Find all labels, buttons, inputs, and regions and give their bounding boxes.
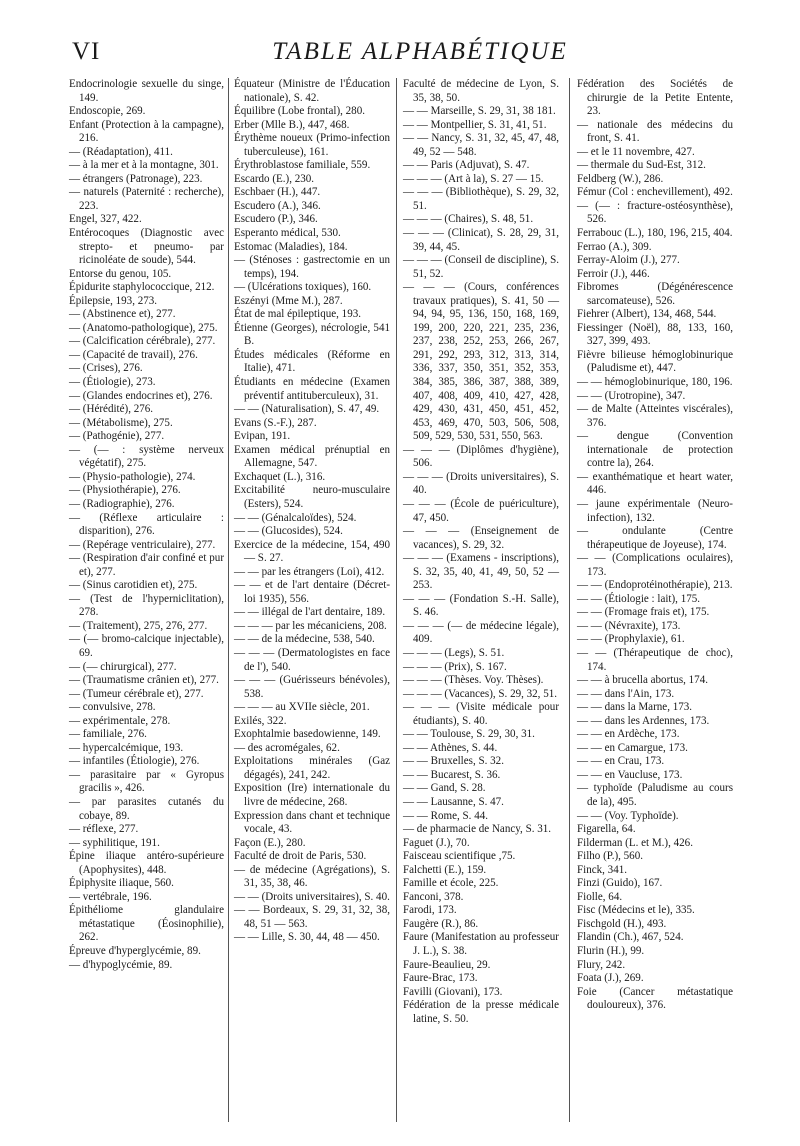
index-entry: — — — (Bibliothèque), S. 29, 32, 51. [403,186,559,212]
index-entry: — — — (Enseignement de vacances), S. 29, 32. [403,525,559,551]
index-entry: — (Glandes endocrines et), 276. [69,389,213,402]
index-entry: — — en Vaucluse, 173. [577,768,683,781]
index-entry: Escudero (P.), 346. [234,213,318,226]
running-title: TABLE ALPHABÉTIQUE [272,38,568,65]
index-entry: — jaune expérimentale (Neuro-infection), 132. [577,497,733,524]
index-entry: — familiale, 276. [69,728,147,741]
index-entry: Fisc (Médecins et le), 335. [577,904,695,917]
index-entry: — — (Urotropine), 347. [577,389,686,402]
index-entry: — (Sténoses : gastrectomie en un temps), 194. [234,254,390,280]
index-entry: — — par les étrangers (Loi), 412. [234,565,385,578]
index-entry: — réflexe, 277. [69,823,139,836]
index-entry: — — (Génalcaloïdes), 524. [234,511,357,524]
index-entry: — — Marseille, S. 29, 31, 38 181. [403,105,556,118]
index-entry: Érythroblastose familiale, 559. [234,159,371,172]
index-entry: Evans (S.-F.), 287. [234,416,317,429]
index-entry: Exposition (Ire) internationale du livre de médecine, 268. [234,782,390,808]
index-entry: — — — (Legs), S. 51. [403,646,505,659]
index-entry: Équateur (Ministre de l'Éducation nationale), S. 42. [234,78,390,104]
index-entry: — — — (Dermatologistes en face de l'), 540. [234,646,390,673]
index-entry: — — (Fromage frais et), 175. [577,606,710,619]
index-entry: — — (Complications oculaires), 173. [577,552,733,578]
index-entry: Érythème noueux (Primo-infection tuberculeuse), 161. [234,132,390,158]
index-entry: Ferrabouc (L.), 180, 196, 215, 404. [577,227,733,240]
index-entry: Feldberg (W.), 286. [577,172,664,185]
index-entry: — (Réflexe articulaire : disparition), 276. [69,511,224,538]
index-entry: — exanthématique et heart water, 446. [577,470,733,497]
index-entry: Eschbaer (H.), 447. [234,186,321,199]
index-entry: — — — (Cours, conférences travaux pratiques), S. 41, 50 — 94, 94, 95, 136, 150, 168, 169, 199, 200, 220, 221, 235, 236, 237, 238, 252, 253, 266, 267, 291, 292, 293, 312, 313, 314, 336, 337, 350, 351, 352, 353, 384, 385, 386, 387, 388, 389, 407, 408, 409, 410, 427, 428, 429, 430, 431, 450, 451, 452, 453, 469, 470, 503, 506, 508, 509, 529, 530, 531, 550, 563. [403,281,559,443]
index-entry: — — Bucarest, S. 36. [403,768,501,781]
index-entry: — — Nancy, S. 31, 32, 45, 47, 48, 49, 52 — 548. [403,132,559,158]
index-entry: — — — (Guérisseurs bénévoles), 538. [234,674,390,700]
index-entry: — — dans l'Ain, 173. [577,687,675,700]
index-entry: — (— bromo-calcique injectable), 69. [69,633,224,659]
index-entry: — et le 11 novembre, 427. [577,145,695,158]
index-entry: Fiehrer (Albert), 134, 468, 544. [577,308,717,321]
index-entry: Finzi (Guido), 167. [577,877,663,890]
index-entry: Exilés, 322. [234,714,287,727]
column-rule [396,78,397,1122]
index-entry: — (Capacité de travail), 276. [69,348,198,361]
index-entry: — thermale du Sud-Est, 312. [577,159,706,172]
index-entry: Faure (Manifestation au professeur J. L.), S. 38. [403,931,559,957]
index-entry: — — — (Thèses. Voy. Thèses). [403,674,544,687]
index-entry: — (Repérage ventriculaire), 277. [69,538,216,551]
index-entry: — infantiles (Étiologie), 276. [69,755,200,768]
index-entry: — (Sinus carotidien et), 275. [69,579,198,592]
index-entry: — — — (Conseil de discipline), S. 51, 52. [403,254,559,280]
index-entry: — convulsive, 278. [69,701,156,714]
index-entry: — (Radiographie), 276. [69,497,175,510]
index-entry: — (— chirurgical), 277. [69,660,177,673]
index-entry: — (— : fracture-ostéosynthèse), 526. [577,199,733,226]
index-entry: — — — (École de puériculture), 47, 450. [403,497,559,524]
index-entry: — parasitaire par « Gyropus gracilis », 426. [69,768,224,795]
index-entry: — — (Prophylaxie), 61. [577,633,685,646]
index-entry: — (Ulcérations toxiques), 160. [234,281,372,294]
index-entry: — — Lille, S. 30, 44, 48 — 450. [234,931,380,944]
index-entry: Ferrao (A.), 309. [577,240,652,253]
index-entry: — (Métabolisme), 275. [69,416,173,429]
index-entry: Endoscopie, 269. [69,105,146,118]
index-entry: Engel, 327, 422. [69,213,142,226]
index-entry: — — — (Prix), S. 167. [403,660,507,673]
index-entry: — — en Ardèche, 173. [577,728,680,741]
index-entry: — ondulante (Centre thérapeutique de Joyeuse), 174. [577,525,733,551]
index-entry: — (Traumatisme crânien et), 277. [69,674,219,687]
index-entry: — — (Glucosides), 524. [234,525,343,538]
index-entry: Épilepsie, 193, 273. [69,294,158,307]
index-entry: — — — (Art à la), S. 27 — 15. [403,172,544,185]
index-entry: Façon (E.), 280. [234,836,306,849]
index-entry: Expression dans chant et technique vocale, 43. [234,809,390,836]
index-entry: Filderman (L. et M.), 426. [577,836,693,849]
index-entry: — — — (— de médecine légale), 409. [403,619,559,646]
index-entry: — de Malte (Atteintes viscérales), 376. [577,403,733,429]
index-entry: — — — (Vacances), S. 29, 32, 51. [403,687,558,700]
index-entry: Erber (Mlle B.), 447, 468. [234,118,350,131]
index-entry: Enfant (Protection à la campagne), 216. [69,118,224,145]
index-entry: — — Bruxelles, S. 32. [403,755,504,768]
index-entry: — — (Naturalisation), S. 47, 49. [234,403,380,416]
index-entry: Ferray-Aloim (J.), 277. [577,254,680,267]
index-entry: — — — (Visite médicale pour étudiants), S. 40. [403,701,559,727]
index-entry: — — Toulouse, S. 29, 30, 31. [403,728,535,741]
index-entry: — expérimentale, 278. [69,714,171,727]
index-entry: — de médecine (Agrégations), S. 31, 35, 38, 46. [234,863,390,890]
index-entry: Exploitations minérales (Gaz dégagés), 241, 242. [234,755,390,781]
index-entry: — (Anatomo-pathologique), 275. [69,321,218,334]
index-entry: — — — au XVIIe siècle, 201. [234,701,370,714]
index-entry: Filho (P.), 560. [577,850,643,863]
index-entry: Fémur (Col : enchevillement), 492. [577,186,733,199]
index-entry: — par parasites cutanés du cobaye, 89. [69,795,224,822]
index-entry: — — Gand, S. 28. [403,782,486,795]
column-rule [228,78,229,1122]
index-entry: Exercice de la médecine, 154, 490 — S. 27. [234,538,390,565]
index-entry: Excitabilité neuro-musculaire (Esters), 524. [234,484,390,510]
index-entry: Famille et école, 225. [403,877,499,890]
index-entry: — (Traitement), 275, 276, 277. [69,619,208,632]
index-entry: — (Étiologie), 273. [69,376,156,389]
index-entry: État de mal épileptique, 193. [234,308,362,321]
index-entry: Fiolle, 64. [577,890,623,903]
index-entry: Figarella, 64. [577,823,636,836]
page-number: VI [72,38,101,65]
index-entry: Exophtalmie basedowienne, 149. [234,728,381,741]
index-entry: — — en Crau, 173. [577,755,665,768]
index-entry: — (Crises), 276. [69,362,143,375]
index-entry: — (Calcification cérébrale), 277. [69,335,216,348]
index-entry: — nationale des médecins du front, S. 41. [577,118,733,145]
index-entry: — — — (Chaires), S. 48, 51. [403,213,534,226]
index-entry: — vertébrale, 196. [69,890,152,903]
index-entry: Esperanto médical, 530. [234,227,341,240]
index-entry: Endocrinologie sexuelle du singe, 149. [69,78,224,104]
index-entry: Flury, 242. [577,958,626,971]
index-entry: Estomac (Maladies), 184. [234,240,348,253]
index-entry: Falchetti (E.), 159. [403,863,487,876]
index-entry: Ferroir (J.), 446. [577,267,650,280]
index-entry: Épithéliome glandulaire métastatique (Éosinophilie), 262. [69,904,224,944]
index-entry: — (Physio-pathologie), 274. [69,470,196,483]
index-entry: Entorse du genou, 105. [69,267,172,280]
index-entry: Fischgold (H.), 493. [577,917,667,930]
index-entry: Fièvre bilieuse hémoglobinurique (Paludisme et), 447. [577,348,733,375]
index-entry: Épine iliaque antéro-supérieure (Apophysites), 448. [69,850,224,876]
index-entry: — (— : système nerveux végétatif), 275. [69,443,224,470]
index-entry: — syphilitique, 191. [69,836,160,849]
index-entry: Escardo (E.), 230. [234,172,315,185]
index-entry: — — (Étiologie : lait), 175. [577,592,701,605]
index-entry: Fédération de la presse médicale latine, S. 50. [403,999,559,1025]
index-entry: — — de la médecine, 538, 540. [234,633,375,646]
index-entry: — naturels (Paternité : recherche), 223. [69,186,224,212]
index-entry: — — Lausanne, S. 47. [403,795,504,808]
page-header [0,36,800,76]
index-entry: Fédération des Sociétés de chirurgie de la Petite Entente, 23. [577,78,733,118]
index-entry: — — hémoglobinurique, 180, 196. [577,376,733,389]
index-entry: Farodi, 173. [403,904,457,917]
index-entry: Faure-Brac, 173. [403,972,478,985]
index-entry: Étienne (Georges), nécrologie, 541 B. [234,321,390,348]
index-entry: Evipan, 191. [234,430,291,443]
index-entry: — — en Camargue, 173. [577,741,688,754]
index-entry: — — Bordeaux, S. 29, 31, 32, 38, 48, 51 — 563. [234,904,390,930]
index-entry: Épiphysite iliaque, 560. [69,877,174,890]
index-entry: — — Athènes, S. 44. [403,741,498,754]
index-entry: Flandin (Ch.), 467, 524. [577,931,684,944]
index-entry: — hypercalcémique, 193. [69,741,184,754]
index-entry: — d'hypoglycémie, 89. [69,958,173,971]
index-entry: — étrangers (Patronage), 223. [69,172,203,185]
index-entry: — des acromégales, 62. [234,741,340,754]
index-entry: Études médicales (Réforme en Italie), 471. [234,348,390,375]
index-entry: Étudiants en médecine (Examen préventif antituberculeux), 31. [234,376,390,402]
index-entry: — — (Névraxite), 173. [577,619,681,632]
index-column-3 [403,78,559,1026]
index-entry: — — — (Fondation S.-H. Salle), S. 46. [403,592,559,619]
index-entry: — à la mer et à la montagne, 301. [69,159,219,172]
index-entry: — — Montpellier, S. 31, 41, 51. [403,118,547,131]
index-entry: — — (Endoprotéinothérapie), 213. [577,579,733,592]
index-entry: — — (Thérapeutique de choc), 174. [577,646,733,673]
index-entry: Faculté de médecine de Lyon, S. 35, 38, 50. [403,78,559,104]
index-entry: — — dans la Marne, 173. [577,701,693,714]
index-entry: Exchaquet (L.), 316. [234,470,326,483]
index-entry: — (Hérédité), 276. [69,403,154,416]
index-entry: — typhoïde (Paludisme au cours de la), 495. [577,782,733,808]
index-entry: — (Pathogénie), 277. [69,430,165,443]
index-entry: Faugère (R.), 86. [403,917,479,930]
index-entry: Finck, 341. [577,863,628,876]
index-entry: — — à brucella abortus, 174. [577,674,708,687]
index-entry: Faisceau scientifique ,75. [403,850,516,863]
index-entry: Fiessinger (Noël), 88, 133, 160, 327, 399, 493. [577,321,733,348]
index-entry: — — — (Clinicat), S. 28, 29, 31, 39, 44, 45. [403,227,559,253]
index-column-2 [234,78,390,945]
index-entry: — (Respiration d'air confiné et pur et), 277. [69,552,224,578]
index-entry: — de pharmacie de Nancy, S. 31. [403,823,552,836]
index-entry: Foie (Cancer métastatique douloureux), 376. [577,985,733,1012]
index-entry: Épidurite staphylococcique, 212. [69,281,215,294]
index-entry: — — (Voy. Typhoïde). [577,809,679,822]
index-column-4 [577,78,733,1013]
index-entry: — — dans les Ardennes, 173. [577,714,710,727]
index-entry: Épreuve d'hyperglycémie, 89. [69,945,201,957]
index-entry: Équilibre (Lobe frontal), 280. [234,105,365,118]
index-column-1 [69,78,224,972]
index-entry: — dengue (Convention internationale de protection contre la), 264. [577,430,733,470]
index-entry: — — illégal de l'art dentaire, 189. [234,606,386,619]
index-entry: — — Rome, S. 44. [403,809,489,822]
index-entry: Fibromes (Dégénérescence sarcomateuse), 526. [577,281,733,307]
index-entry: Fanconi, 378. [403,890,464,903]
index-entry: Flurin (H.), 99. [577,945,645,957]
index-entry: Faculté de droit de Paris, 530. [234,850,367,863]
index-entry: — — — (Droits universitaires), S. 40. [403,470,559,497]
index-entry: Entérocoques (Diagnostic avec strepto- et pneumo- par ricinoléate de soude), 544. [69,227,224,267]
index-entry: — — Paris (Adjuvat), S. 47. [403,159,530,172]
index-entry: Foata (J.), 269. [577,972,644,985]
index-entry: Favilli (Giovani), 173. [403,985,503,998]
index-entry: — (Test de l'hyperniclitation), 278. [69,592,224,619]
index-entry: — — et de l'art dentaire (Décret-loi 1935), 556. [234,579,390,605]
index-entry: — — (Droits universitaires), S. 40. [234,890,390,903]
index-entry: — — — (Examens - inscriptions), S. 32, 35, 40, 41, 49, 50, 52 — 253. [403,552,559,592]
index-entry: Examen médical prénuptial en Allemagne, 547. [234,443,390,470]
index-entry: Escudero (A.), 346. [234,199,321,212]
index-entry: Faguet (J.), 70. [403,836,470,849]
index-entry: — (Réadaptation), 411. [69,145,173,158]
index-entry: — (Physiothérapie), 276. [69,484,181,497]
column-rule [569,78,570,1122]
index-entry: Faure-Beaulieu, 29. [403,958,491,971]
index-entry: — (Abstinence et), 277. [69,308,176,321]
index-entry: Eszényi (Mme M.), 287. [234,294,343,307]
index-entry: — — — par les mécaniciens, 208. [234,619,387,632]
index-entry: — — — (Diplômes d'hygiène), 506. [403,443,559,470]
index-entry: — (Tumeur cérébrale et), 277. [69,687,204,700]
